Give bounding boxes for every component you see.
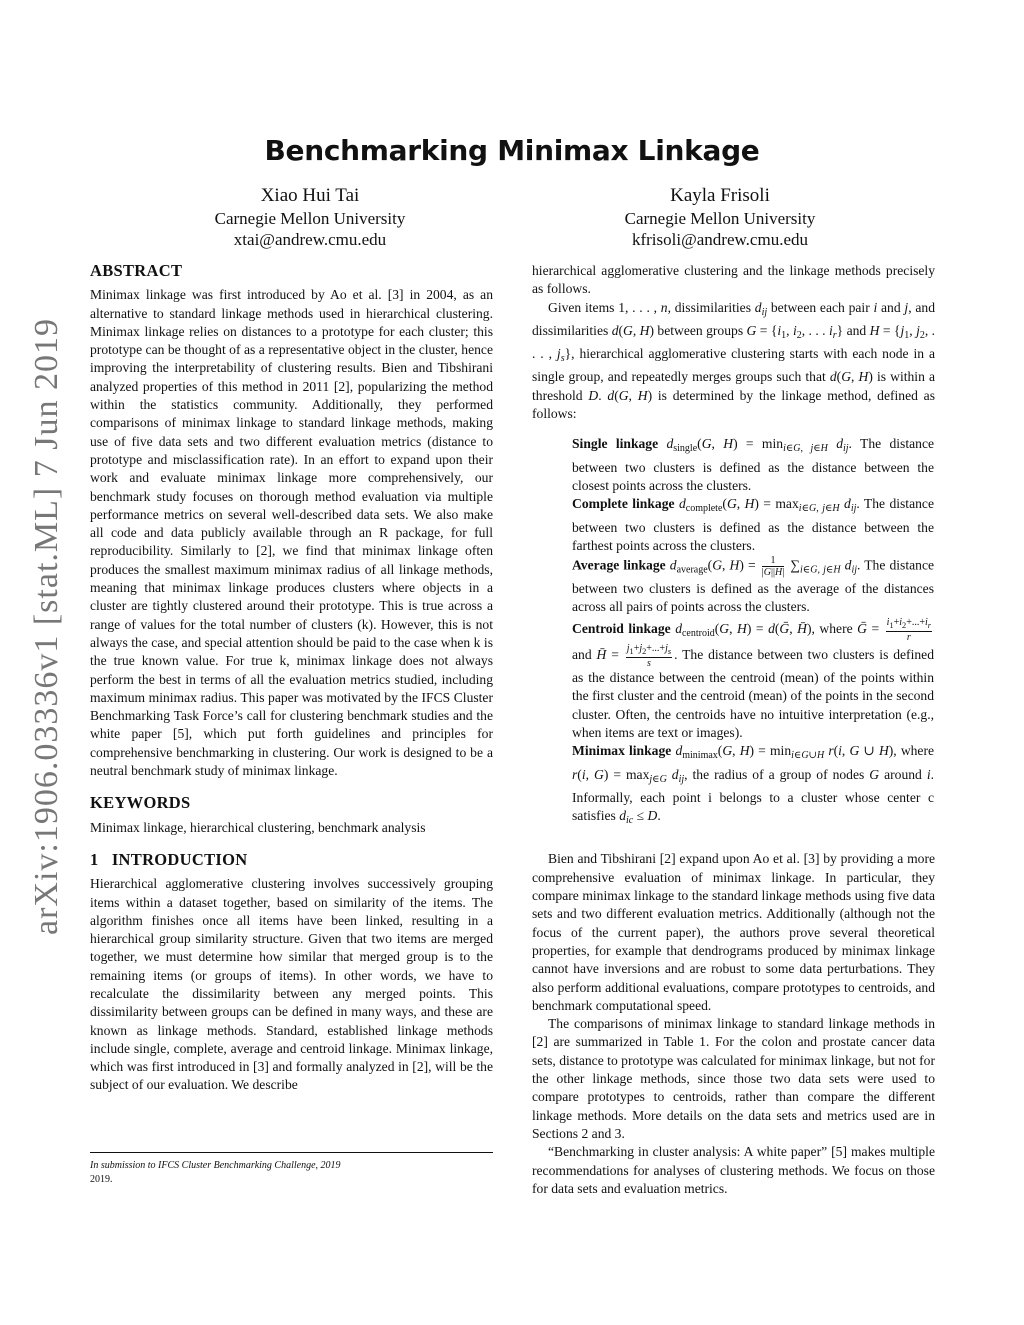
def-complete-text: The distance between two clusters is defined as the distance between the farthest points across the clusters. xyxy=(572,496,934,553)
def-single-label: Single linkage xyxy=(572,436,659,452)
def-average-label: Average linkage xyxy=(572,557,666,573)
def-minimax-text: Informally, each point i belongs to a cluster whose center c satisfies xyxy=(572,789,934,824)
author-name: Kayla Frisoli xyxy=(670,185,770,206)
author-name: Xiao Hui Tai xyxy=(260,185,360,206)
def-centroid-text: The distance between two clusters is defined as the distance between the centroid (mean) of the points within the first cluster and the centroid (mean) of the points in the second cluster. Often, the centroids have no intuitive interpretation (e.g., when items are text or images). xyxy=(572,647,934,740)
def-centroid-label: Centroid linkage xyxy=(572,620,671,636)
arxiv-identifier[interactable]: arXiv:1906.03336v1 [stat.ML] 7 Jun 2019 xyxy=(28,318,65,935)
def-average-text: The distance between two clusters is defined as the average of the distances across all pairs of points across the clusters. xyxy=(572,557,935,615)
right-column xyxy=(532,262,935,1198)
left-column xyxy=(90,262,493,1095)
footnote-submission: In submission to IFCS Cluster Benchmarking Challenge, 2019 xyxy=(90,1160,341,1171)
abstract-text: Minimax linkage was first introduced by Ao et al. [3] in 2004, as an alternative to standard linkage methods used in hierarchical clustering. Minimax linkage relies on distances to a prototype for each cluster; this prototype can be thought of as a representative object in the cluster, hence improving the interpretability of clustering results. Bien and Tibshirani analyzed properties of this method in 2011 [2], popularizing the method within the statistics community. Additionally, they performed comparisons of minimax linkage to standard linkage methods, making use of five data sets and two different evaluation metrics (distance to prototype and misclassification rate). In an effort to expand upon their work and evaluate minimax linkage more comprehensively, our benchmark study focuses on thorough method evaluation via multiple performance metrics on several well-described data sets. We also make all code and data publicly available through an R package, for full reproducibility. Similarly to [2], we find that minimax linkage often produces the smallest maximum minimax radius of all linkage methods, meaning that minimax linkage produces clusters where objects in a cluster are tightly clustered around their prototype. This is true across a range of values for the total number of clusters (k). However, this is not always the case, and special attention should be paid to the case when k is the true known value. For true k, minimax linkage does not always perform the best in terms of all the evaluation metrics studied, including maximum minimax radius. This paper was motivated by the IFCS Cluster Benchmarking Task Force’s call for clustering benchmark studies and the white paper [5], which put forth guidelines and principles for comprehensive benchmarking in clustering. Our work is designed to be a neutral benchmark study of minimax linkage. xyxy=(90,287,493,779)
author-email[interactable]: xtai@andrew.cmu.edu xyxy=(233,230,387,249)
def-complete-label: Complete linkage xyxy=(572,496,675,512)
def-average: Average linkage $d_{average}(G$, H) = $\frac{1}{|G||H|}$ $\sum_{i\in G, j\in H}$ $d_{ij}$. The distance between two clusters is defined as the average of the distances across all pairs of points across the clusters. xyxy=(572,555,935,615)
footnote-year: 2019. xyxy=(90,1174,113,1185)
def-single-text: The distance between two clusters is defined as the distance between the closest points across the clusters. xyxy=(572,436,935,493)
bien-paragraph: Bien and Tibshirani [2] expand upon Ao et al. [3] by providing a more comprehensive evaluation of minimax linkage. In particular, they compare minimax linkage to the standard linkage methods using five data sets and two different evaluation metrics. Additionally (although not the focus of the current paper), the authors prove several theoretical properties, for example that dendrograms produced by minimax linkage cannot have inversions and are robust to some data perturbations. They also perform additional evaluations, compare prototypes to centroids, and benchmark computational speed. xyxy=(532,851,935,1013)
keywords-heading: KEYWORDS xyxy=(90,793,191,813)
def-centroid: Centroid linkage $d_{centroid}(G$, H) = d(Ḡ, H̄), where Ḡ = $\frac{i_1+i_2+...+i_r}{r}$ and H̄ = $\frac{j_1+j_2+...+j_s}{s}$ . The distance between two clusters is defined as the distance between the centroid (mean) of the points within the first cluster and the centroid (mean) of the points in the second cluster. Often, the centroids have no intuitive interpretation (e.g., when items are text or images). xyxy=(572,616,934,740)
abstract-heading: ABSTRACT xyxy=(90,261,183,280)
white-paper-paragraph: “Benchmarking in cluster analysis: A white paper” [5] makes multiple recommendations for analyses of clustering methods. We focus on those for data sets and evaluation metrics. xyxy=(532,1144,935,1196)
footnote xyxy=(90,1152,493,1187)
author-affiliation: Carnegie Mellon University xyxy=(624,209,816,228)
introduction-continuation: hierarchical agglomerative clustering and the linkage methods precisely as follows. xyxy=(532,263,935,297)
def-minimax-label: Minimax linkage xyxy=(572,743,672,759)
author-block-1 xyxy=(130,185,490,250)
def-single: Single linkage $d_{single}(G$, $H) = \min_{i\in G, j\in H} d_{ij}$. The distance between two clusters is defined as the distance between the closest points across the clusters. xyxy=(572,436,935,493)
def-complete: Complete linkage $d_{complete}(G$, $H) = \max_{i\in G, j\in H} d_{ij}$. The distance between two clusters is defined as the distance between the farthest points across the clusters. xyxy=(572,496,934,553)
introduction-paragraph: Hierarchical agglomerative clustering involves successively grouping items within a dataset together, based on similarity of the items. The algorithm finishes once all items have been linked, resulting in a hierarchical group similarity structure. Given that two items are merged together, we must determine how similar that merged group is to the remaining items (or groups of items). In other words, we have to recalculate the dissimilarity between any merged points. This dissimilarity between groups can be defined in many ways, and these are known as linkage methods. Standard, established linkage methods include single, complete, average and centroid linkage. Minimax linkage, which was first introduced in [3] and formally analyzed in [2], will be the subject of our evaluation. We describe xyxy=(90,876,493,1093)
keywords-text: Minimax linkage, hierarchical clustering, benchmark analysis xyxy=(90,819,426,835)
comparisons-paragraph: The comparisons of minimax linkage to standard linkage methods in [2] are summarized in Table 1. For the colon and prostate cancer data sets, distance to prototype was calculated for minimax linkage, but not for the other linkage methods, since those two data sets were used to compare prototypes to centroids, rather than compare the different linkage methods. More details on the data sets and metrics used are in Sections 2 and 3. xyxy=(532,1016,935,1141)
introduction-heading: 1 INTRODUCTION xyxy=(90,849,248,869)
linkage-definitions xyxy=(572,435,934,830)
author-email[interactable]: kfrisoli@andrew.cmu.edu xyxy=(631,230,808,249)
def-minimax: Minimax linkage $d_{minimax}(G$, $H) = \min_{i\in G\cup H} r(i$, G ∪ H), where r(i, $G) = \max_{j\in G} d_{ij}$, the radius of a group of nodes G around i. Informally, each point i belongs to a cluster whose center c satisfies $d_{ic} \le D$. xyxy=(572,743,935,827)
given-items-paragraph: Given items 1, . . . , n, dissimilarities $d_{ij}$ between each pair i and j, and dissimilarities d(G, H) between groups $G = \{i_1$, $i_2$, . . . $i_r$} and $H = \{j_1$, $j_2$, . . . , $j_s$}, hierarchical agglomerative clustering starts with each node in a single group, and repeatedly merges groups such that d(G, H) is within a threshold D. d(G, H) is determined by the linkage method, defined as follows: xyxy=(532,299,936,422)
author-affiliation: Carnegie Mellon University xyxy=(214,209,406,228)
paper-title: Benchmarking Minimax Linkage xyxy=(264,134,760,167)
author-block-2 xyxy=(540,185,900,250)
